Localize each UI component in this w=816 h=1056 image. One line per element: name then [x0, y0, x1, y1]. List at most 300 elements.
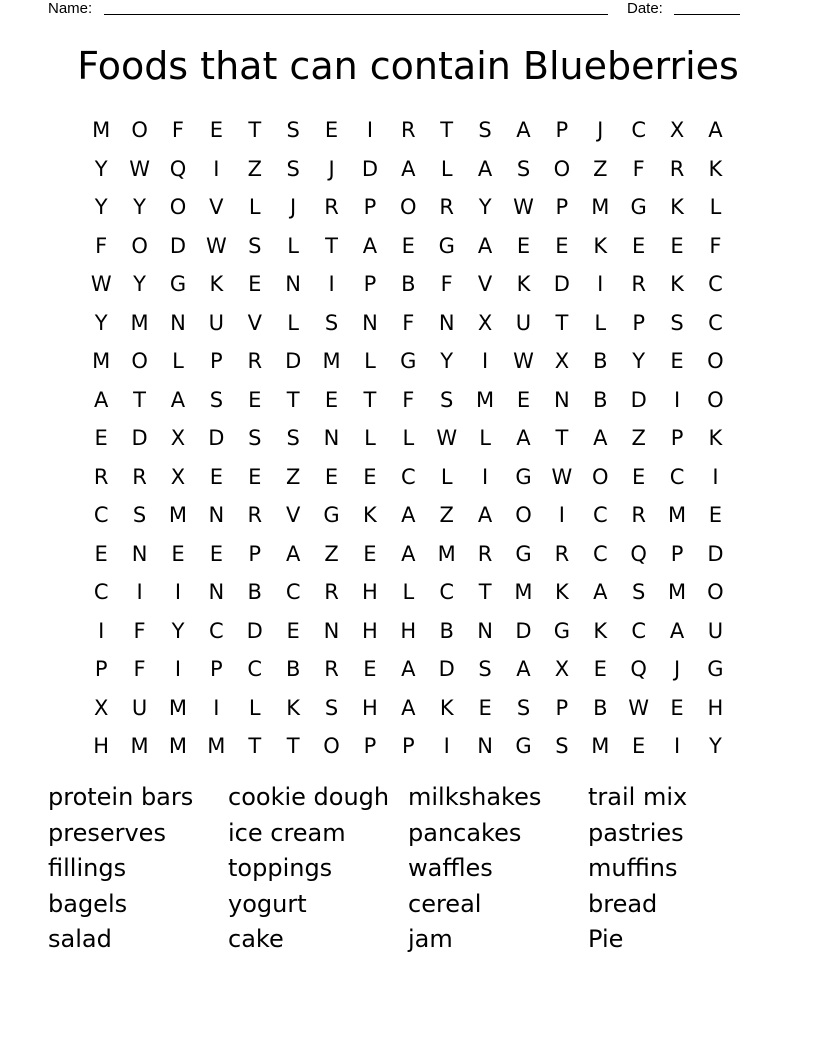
grid-cell: S	[516, 156, 531, 181]
grid-cell: N	[477, 618, 493, 643]
grid-cell: W	[513, 195, 534, 219]
grid-cell: X	[170, 426, 186, 450]
grid-cell: M	[130, 310, 149, 335]
word-list-item: yogurt	[228, 889, 307, 918]
grid-cell: M	[168, 503, 188, 527]
grid-cell: U	[208, 310, 225, 335]
grid-cell: I	[482, 464, 489, 489]
grid-cell: S	[478, 657, 492, 681]
grid-cell: K	[516, 272, 531, 296]
grid-cell: M	[591, 734, 610, 758]
grid-cell: P	[363, 734, 377, 758]
grid-cell: P	[401, 734, 415, 758]
grid-cell: I	[443, 734, 450, 758]
grid-cell: G	[400, 349, 417, 373]
word-list-item: milkshakes	[408, 783, 542, 811]
grid-cell: S	[555, 734, 569, 758]
grid-cell: P	[632, 310, 645, 335]
grid-cell: T	[133, 387, 146, 412]
grid-cell: N	[477, 734, 493, 758]
grid-cell: H	[362, 618, 378, 643]
grid-cell: D	[438, 657, 455, 681]
grid-cell: E	[401, 233, 415, 258]
grid-cell: O	[707, 387, 724, 412]
grid-cell: P	[363, 195, 377, 219]
grid-cell: R	[669, 156, 685, 181]
grid-cell: S	[324, 695, 339, 720]
grid-cell: N	[438, 310, 455, 335]
grid-cell: T	[248, 734, 262, 758]
grid-cell: O	[707, 349, 724, 373]
grid-cell: T	[363, 387, 377, 412]
grid-cell: Y	[171, 618, 185, 643]
grid-cell: K	[363, 503, 377, 527]
grid-cell: U	[707, 618, 724, 643]
grid-cell: O	[515, 503, 532, 527]
grid-cell: B	[247, 580, 262, 604]
grid-cell: E	[324, 464, 339, 489]
word-list-item: cereal	[408, 889, 482, 918]
grid-cell: C	[669, 464, 685, 489]
grid-cell: R	[401, 118, 416, 142]
grid-cell: N	[208, 580, 225, 604]
grid-cell: P	[670, 426, 684, 450]
grid-cell: I	[712, 464, 719, 489]
grid-cell: H	[362, 695, 378, 720]
grid-cell: P	[94, 657, 108, 681]
grid-cell: A	[593, 580, 608, 604]
grid-cell: E	[516, 387, 531, 412]
grid-cell: D	[208, 426, 225, 450]
grid-cell: F	[171, 118, 185, 142]
grid-cell: X	[554, 657, 570, 681]
grid-cell: E	[324, 387, 339, 412]
grid-cell: S	[440, 387, 454, 412]
grid-cell: B	[285, 657, 301, 681]
grid-cell: E	[516, 233, 531, 258]
grid-cell: I	[328, 272, 335, 296]
grid-cell: E	[632, 233, 646, 258]
grid-cell: F	[133, 618, 146, 643]
grid-cell: F	[95, 233, 108, 258]
grid-cell: L	[364, 426, 376, 450]
grid-cell: X	[170, 464, 186, 489]
grid-cell: S	[478, 118, 492, 142]
grid-cell: O	[553, 156, 571, 181]
word-list-item: salad	[48, 925, 112, 954]
grid-cell: R	[631, 503, 646, 527]
grid-cell: D	[169, 233, 187, 258]
grid-cell: N	[285, 272, 301, 296]
grid-cell: S	[286, 426, 300, 450]
grid-cell: E	[632, 734, 646, 758]
grid-cell: G	[630, 195, 647, 219]
worksheet-header	[48, 0, 748, 18]
grid-cell: H	[362, 580, 378, 604]
grid-cell: C	[708, 310, 723, 335]
grid-cell: E	[670, 349, 684, 373]
grid-cell: S	[248, 233, 262, 258]
grid-cell: F	[709, 233, 722, 258]
grid-cell: E	[363, 657, 377, 681]
grid-cell: A	[170, 387, 186, 412]
grid-cell: R	[247, 349, 263, 373]
grid-cell: M	[207, 734, 226, 758]
grid-cell: D	[131, 426, 148, 450]
grid-cell: P	[555, 195, 569, 219]
grid-cell: S	[132, 503, 147, 527]
grid-cell: P	[210, 349, 223, 373]
grid-cell: L	[402, 580, 415, 604]
grid-cell: E	[94, 426, 108, 450]
grid-cell: V	[285, 503, 301, 527]
grid-cell: R	[477, 541, 493, 566]
grid-cell: W	[205, 233, 227, 258]
grid-cell: I	[213, 156, 220, 181]
grid-cell: A	[401, 156, 416, 181]
word-list-item: protein bars	[48, 783, 194, 811]
grid-cell: P	[248, 541, 262, 566]
word-list-item: pancakes	[408, 818, 522, 847]
grid-cell: M	[92, 118, 111, 142]
grid-cell: Z	[593, 156, 608, 181]
grid-cell: Q	[630, 541, 647, 566]
grid-cell: I	[673, 734, 681, 758]
grid-cell: D	[515, 618, 532, 643]
grid-cell: C	[93, 503, 109, 527]
name-label: Name:	[48, 0, 93, 17]
word-list-item: waffles	[408, 854, 493, 883]
grid-cell: X	[477, 310, 493, 335]
grid-cell: K	[670, 272, 684, 296]
grid-cell: W	[90, 272, 112, 296]
grid-cell: L	[709, 195, 722, 219]
grid-cell: M	[591, 195, 610, 219]
grid-cell: E	[286, 618, 300, 643]
grid-cell: R	[554, 541, 570, 566]
grid-cell: S	[248, 426, 262, 450]
grid-cell: M	[168, 734, 188, 758]
grid-cell: E	[555, 233, 569, 258]
grid-cell: D	[707, 541, 724, 566]
grid-cell: A	[477, 233, 493, 258]
grid-cell: K	[554, 580, 569, 604]
grid-cell: K	[708, 426, 723, 450]
grid-cell: N	[323, 618, 340, 643]
grid-cell: R	[247, 503, 263, 527]
grid-cell: E	[363, 541, 377, 566]
grid-cell: L	[287, 233, 299, 258]
grid-cell: L	[248, 695, 261, 720]
grid-cell: E	[593, 657, 607, 681]
grid-cell: A	[401, 503, 416, 527]
grid-cell: X	[94, 695, 109, 720]
grid-cell: D	[553, 272, 570, 296]
grid-cell: B	[593, 387, 608, 412]
grid-cell: E	[708, 503, 723, 527]
grid-cell: A	[94, 387, 109, 412]
grid-cell: J	[673, 657, 681, 681]
grid-cell: S	[324, 310, 339, 335]
grid-cell: C	[631, 618, 646, 643]
grid-cell: O	[131, 233, 148, 258]
grid-cell: I	[673, 387, 681, 412]
grid-cell: A	[401, 657, 416, 681]
grid-cell: S	[209, 387, 224, 412]
grid-cell: A	[477, 503, 493, 527]
word-list-item: bread	[588, 889, 658, 918]
word-list-item: jam	[408, 925, 453, 954]
grid-cell: T	[440, 118, 454, 142]
grid-cell: N	[362, 310, 378, 335]
grid-cell: P	[555, 118, 569, 142]
word-list-item: cake	[228, 925, 284, 954]
grid-cell: H	[93, 734, 110, 758]
grid-cell: R	[324, 580, 339, 604]
grid-cell: E	[324, 118, 339, 142]
grid-cell: M	[667, 580, 687, 604]
word-list-item: Pie	[588, 925, 624, 954]
grid-cell: I	[174, 657, 182, 681]
grid-cell: G	[707, 657, 724, 681]
grid-cell: T	[478, 580, 492, 604]
grid-cell: N	[208, 503, 225, 527]
grid-cell: E	[248, 464, 262, 489]
word-list-item: fillings	[48, 854, 127, 883]
grid-cell: E	[209, 118, 223, 142]
grid-cell: W	[129, 156, 150, 181]
grid-cell: E	[363, 464, 377, 489]
grid-cell: A	[516, 426, 531, 450]
grid-cell: A	[285, 541, 301, 566]
grid-cell: J	[290, 195, 297, 219]
grid-cell: Q	[169, 156, 187, 181]
grid-cell: A	[593, 426, 608, 450]
grid-cell: J	[597, 118, 604, 142]
grid-cell: T	[286, 734, 300, 758]
grid-cell: X	[669, 118, 685, 142]
grid-cell: K	[439, 695, 454, 720]
grid-cell: A	[516, 657, 531, 681]
grid-cell: C	[285, 580, 301, 604]
grid-cell: F	[402, 310, 415, 335]
grid-cell: P	[555, 695, 569, 720]
grid-cell: Y	[133, 195, 146, 219]
grid-cell: P	[670, 541, 684, 566]
grid-cell: S	[631, 580, 646, 604]
grid-cell: Y	[478, 195, 492, 219]
grid-cell: B	[593, 695, 608, 720]
grid-cell: F	[133, 657, 146, 681]
grid-cell: E	[670, 695, 684, 720]
grid-cell: H	[707, 695, 724, 720]
grid-cell: E	[94, 541, 108, 566]
grid-cell: M	[168, 695, 188, 720]
grid-cell: Z	[285, 464, 301, 489]
grid-cell: I	[213, 695, 220, 720]
grid-cell: L	[479, 426, 491, 450]
grid-cell: M	[322, 349, 341, 373]
grid-cell: N	[554, 387, 570, 412]
grid-cell: L	[440, 156, 453, 181]
grid-cell: P	[210, 657, 223, 681]
letter-grid	[82, 111, 735, 766]
grid-cell: D	[285, 349, 302, 373]
name-blank-line	[104, 14, 608, 15]
grid-cell: A	[669, 618, 685, 643]
grid-cell: K	[286, 695, 301, 720]
word-list	[48, 780, 768, 958]
grid-cell: R	[132, 464, 147, 489]
grid-cell: V	[209, 195, 224, 219]
grid-cell: E	[209, 541, 223, 566]
grid-cell: S	[516, 695, 531, 720]
word-list-item: preserves	[48, 818, 166, 847]
date-label: Date:	[627, 0, 663, 17]
grid-cell: Y	[94, 195, 108, 219]
grid-cell: O	[707, 580, 724, 604]
grid-cell: K	[593, 233, 608, 258]
grid-cell: O	[131, 349, 148, 373]
grid-cell: E	[209, 464, 223, 489]
grid-cell: K	[708, 156, 723, 181]
grid-cell: M	[130, 734, 149, 758]
grid-cell: O	[592, 464, 609, 489]
grid-cell: K	[593, 618, 608, 643]
grid-cell: I	[558, 503, 565, 527]
grid-cell: L	[287, 310, 299, 335]
grid-cell: O	[323, 734, 340, 758]
grid-cell: I	[136, 580, 143, 604]
grid-cell: W	[436, 426, 458, 450]
grid-cell: E	[248, 272, 262, 296]
grid-cell: U	[131, 695, 148, 720]
grid-cell: C	[93, 580, 109, 604]
grid-cell: S	[670, 310, 684, 335]
grid-cell: Z	[631, 426, 646, 450]
grid-cell: B	[593, 349, 608, 373]
grid-cell: D	[630, 387, 647, 412]
grid-cell: L	[364, 349, 376, 373]
grid-cell: I	[98, 618, 105, 643]
grid-cell: Y	[133, 272, 146, 296]
grid-cell: M	[476, 387, 495, 412]
grid-cell: G	[515, 734, 532, 758]
grid-cell: T	[248, 118, 262, 142]
grid-cell: S	[286, 156, 300, 181]
grid-cell: F	[440, 272, 453, 296]
grid-cell: R	[93, 464, 109, 489]
grid-cell: A	[401, 695, 416, 720]
grid-cell: N	[131, 541, 148, 566]
grid-cell: R	[439, 195, 454, 219]
grid-cell: G	[553, 618, 571, 643]
grid-cell: O	[131, 118, 148, 142]
word-list-item: toppings	[228, 854, 333, 883]
grid-cell: L	[440, 464, 453, 489]
grid-cell: T	[555, 426, 569, 450]
grid-cell: X	[554, 349, 570, 373]
word-list-item: cookie dough	[228, 783, 390, 811]
grid-cell: L	[248, 195, 261, 219]
grid-cell: G	[323, 503, 340, 527]
grid-cell: C	[400, 464, 416, 489]
grid-cell: K	[209, 272, 224, 296]
grid-cell: B	[401, 272, 416, 296]
grid-cell: T	[555, 310, 569, 335]
grid-cell: I	[597, 272, 604, 296]
grid-cell: Y	[440, 349, 454, 373]
grid-cell: C	[209, 618, 224, 643]
grid-cell: L	[594, 310, 607, 335]
grid-cell: Y	[94, 310, 108, 335]
grid-cell: A	[362, 233, 378, 258]
grid-cell: G	[438, 233, 455, 258]
grid-cell: A	[477, 156, 493, 181]
grid-cell: A	[708, 118, 723, 142]
grid-cell: C	[439, 580, 455, 604]
grid-cell: F	[632, 156, 645, 181]
grid-cell: E	[248, 387, 262, 412]
grid-cell: R	[631, 272, 646, 296]
grid-cell: N	[170, 310, 186, 335]
grid-cell: C	[592, 541, 608, 566]
word-list-item: muffins	[588, 854, 678, 883]
grid-cell: O	[169, 195, 187, 219]
grid-cell: I	[174, 580, 182, 604]
date-blank-line	[674, 14, 740, 15]
grid-cell: M	[437, 541, 456, 566]
grid-cell: M	[514, 580, 533, 604]
grid-cell: N	[323, 426, 340, 450]
word-list-item: pastries	[588, 818, 684, 847]
grid-cell: G	[515, 541, 532, 566]
grid-cell: S	[286, 118, 300, 142]
grid-cell: L	[402, 426, 415, 450]
page-title: Foods that can contain Blueberries	[77, 44, 739, 88]
grid-cell: W	[551, 464, 573, 489]
grid-cell: Y	[632, 349, 646, 373]
grid-cell: J	[328, 156, 335, 181]
grid-cell: Y	[94, 156, 108, 181]
grid-cell: T	[286, 387, 300, 412]
grid-cell: A	[516, 118, 531, 142]
grid-cell: D	[361, 156, 379, 181]
word-list-item: trail mix	[588, 783, 688, 811]
grid-cell: H	[400, 618, 417, 643]
grid-cell: O	[400, 195, 417, 219]
grid-cell: B	[439, 618, 454, 643]
grid-cell: D	[246, 618, 263, 643]
grid-cell: W	[513, 349, 534, 373]
grid-cell: I	[482, 349, 489, 373]
grid-cell: M	[667, 503, 687, 527]
grid-cell: R	[324, 195, 339, 219]
grid-cell: A	[401, 541, 416, 566]
grid-cell: L	[172, 349, 184, 373]
grid-cell: C	[592, 503, 608, 527]
grid-cell: K	[670, 195, 684, 219]
grid-cell: G	[515, 464, 532, 489]
grid-cell: Z	[324, 541, 339, 566]
grid-cell: R	[324, 657, 339, 681]
grid-cell: T	[325, 233, 338, 258]
grid-cell: Y	[709, 734, 722, 758]
grid-cell: C	[631, 118, 646, 142]
grid-cell: Q	[630, 657, 647, 681]
grid-cell: C	[708, 272, 723, 296]
grid-cell: E	[632, 464, 646, 489]
